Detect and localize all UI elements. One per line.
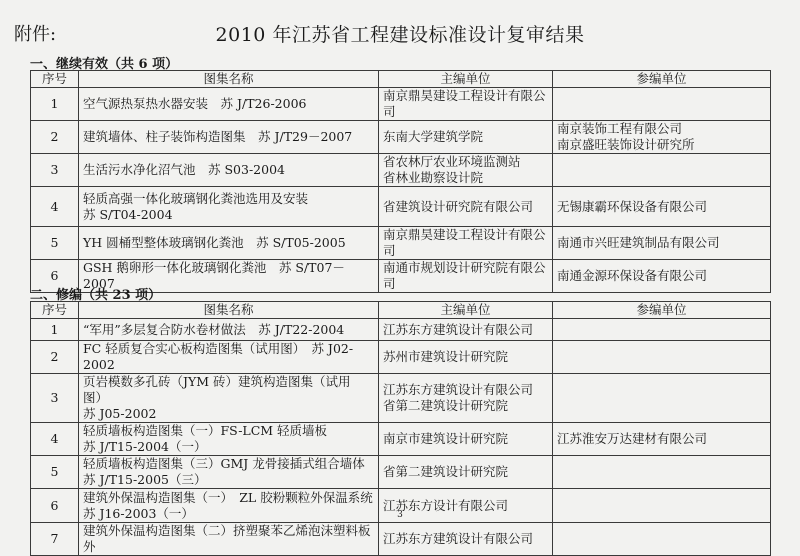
col-header-main: 主编单位 xyxy=(379,71,553,88)
row-number: 6 xyxy=(31,260,79,293)
col-header-co: 参编单位 xyxy=(553,71,771,88)
row-co-unit: 南京装饰工程有限公司 南京盛旺装饰设计研究所 xyxy=(553,121,771,154)
table-row xyxy=(31,423,771,456)
row-main-unit: 省农林厅农业环境监测站 省林业勘察设计院 xyxy=(379,154,553,187)
table-row xyxy=(31,187,771,227)
col-header-no: 序号 xyxy=(31,302,79,319)
row-name: 建筑外保温构造图集（二）挤塑聚苯乙烯泡沫塑料板外 xyxy=(79,523,379,556)
row-number: 5 xyxy=(31,227,79,260)
row-co-unit xyxy=(553,341,771,374)
col-header-name: 图集名称 xyxy=(79,302,379,319)
row-number: 7 xyxy=(31,523,79,556)
row-main-unit: 江苏东方建筑设计有限公司 xyxy=(379,523,553,556)
row-main-unit: 南京市建筑设计研究院 xyxy=(379,423,553,456)
table-row xyxy=(31,88,771,121)
table-row xyxy=(31,456,771,489)
col-header-main: 主编单位 xyxy=(379,302,553,319)
row-name: FC 轻质复合实心板构造图集（试用图） 苏 J02-2002 xyxy=(79,341,379,374)
row-co-unit xyxy=(553,154,771,187)
row-main-unit: 南京鼎昊建设工程设计有限公司 xyxy=(379,88,553,121)
table-row xyxy=(31,154,771,187)
row-number: 1 xyxy=(31,88,79,121)
row-main-unit: 江苏东方建筑设计有限公司 xyxy=(379,319,553,341)
col-header-co: 参编单位 xyxy=(553,302,771,319)
row-number: 5 xyxy=(31,456,79,489)
row-name: 建筑外保温构造图集（一） ZL 胶粉颗粒外保温系统 苏 J16-2003（一） xyxy=(79,489,379,523)
row-name: 空气源热泵热水器安装 苏 J/T26-2006 xyxy=(79,88,379,121)
page-title: 2010 年江苏省工程建设标准设计复审结果 xyxy=(215,24,585,46)
row-co-unit xyxy=(553,374,771,423)
row-name: 轻质墙板构造图集（三）GMJ 龙骨接插式组合墙体 苏 J/T15-2005（三） xyxy=(79,456,379,489)
row-number: 4 xyxy=(31,423,79,456)
row-main-unit: 省建筑设计研究院有限公司 xyxy=(379,187,553,227)
table-row xyxy=(31,319,771,341)
table-row xyxy=(31,227,771,260)
row-number: 2 xyxy=(31,121,79,154)
row-co-unit xyxy=(553,319,771,341)
row-name: “军用”多层复合防水卷材做法 苏 J/T22-2004 xyxy=(79,319,379,341)
section1-heading: 一、继续有效（共 6 项） xyxy=(30,57,179,72)
section1-table xyxy=(30,70,771,293)
row-co-unit xyxy=(553,88,771,121)
row-number: 3 xyxy=(31,154,79,187)
row-name: YH 圆桶型整体玻璃钢化粪池 苏 S/T05-2005 xyxy=(79,227,379,260)
section2-heading: 二、修编（共 23 项） xyxy=(30,288,162,303)
row-name: 生活污水净化沼气池 苏 S03-2004 xyxy=(79,154,379,187)
col-header-name: 图集名称 xyxy=(79,71,379,88)
row-main-unit: 江苏东方设计有限公司 xyxy=(379,489,553,523)
row-co-unit xyxy=(553,456,771,489)
attachment-label: 附件: xyxy=(14,24,57,45)
row-co-unit: 江苏淮安万达建材有限公司 xyxy=(553,423,771,456)
row-name: 页岩模数多孔砖（JYM 砖）建筑构造图集（试用图） 苏 J05-2002 xyxy=(79,374,379,423)
table-row xyxy=(31,374,771,423)
col-header-no: 序号 xyxy=(31,71,79,88)
row-main-unit: 东南大学建筑学院 xyxy=(379,121,553,154)
row-co-unit: 南通市兴旺建筑制品有限公司 xyxy=(553,227,771,260)
row-main-unit: 江苏东方建筑设计有限公司 省第二建筑设计研究院 xyxy=(379,374,553,423)
row-number: 1 xyxy=(31,319,79,341)
row-name: 建筑墙体、柱子装饰构造图集 苏 J/T29－2007 xyxy=(79,121,379,154)
row-co-unit: 无锡康霸环保设备有限公司 xyxy=(553,187,771,227)
row-main-unit: 省第二建筑设计研究院 xyxy=(379,456,553,489)
row-name: 轻质高强一体化玻璃钢化粪池选用及安装 苏 S/T04-2004 xyxy=(79,187,379,227)
row-main-unit: 苏州市建筑设计研究院 xyxy=(379,341,553,374)
row-main-unit: 南京鼎昊建设工程设计有限公司 xyxy=(379,227,553,260)
table-row xyxy=(31,121,771,154)
table-row xyxy=(31,341,771,374)
row-co-unit: 南通金源环保设备有限公司 xyxy=(553,260,771,293)
row-number: 6 xyxy=(31,489,79,523)
row-co-unit xyxy=(553,523,771,556)
table-row xyxy=(31,523,771,556)
page-number: 3 xyxy=(397,510,403,520)
row-name: 轻质墙板构造图集（一）FS-LCM 轻质墙板 苏 J/T15-2004（一） xyxy=(79,423,379,456)
row-main-unit: 南通市规划设计研究院有限公司 xyxy=(379,260,553,293)
row-number: 4 xyxy=(31,187,79,227)
row-number: 3 xyxy=(31,374,79,423)
row-name: GSH 鹅卵形一体化玻璃钢化粪池 苏 S/T07－2007 xyxy=(79,260,379,293)
row-number: 2 xyxy=(31,341,79,374)
